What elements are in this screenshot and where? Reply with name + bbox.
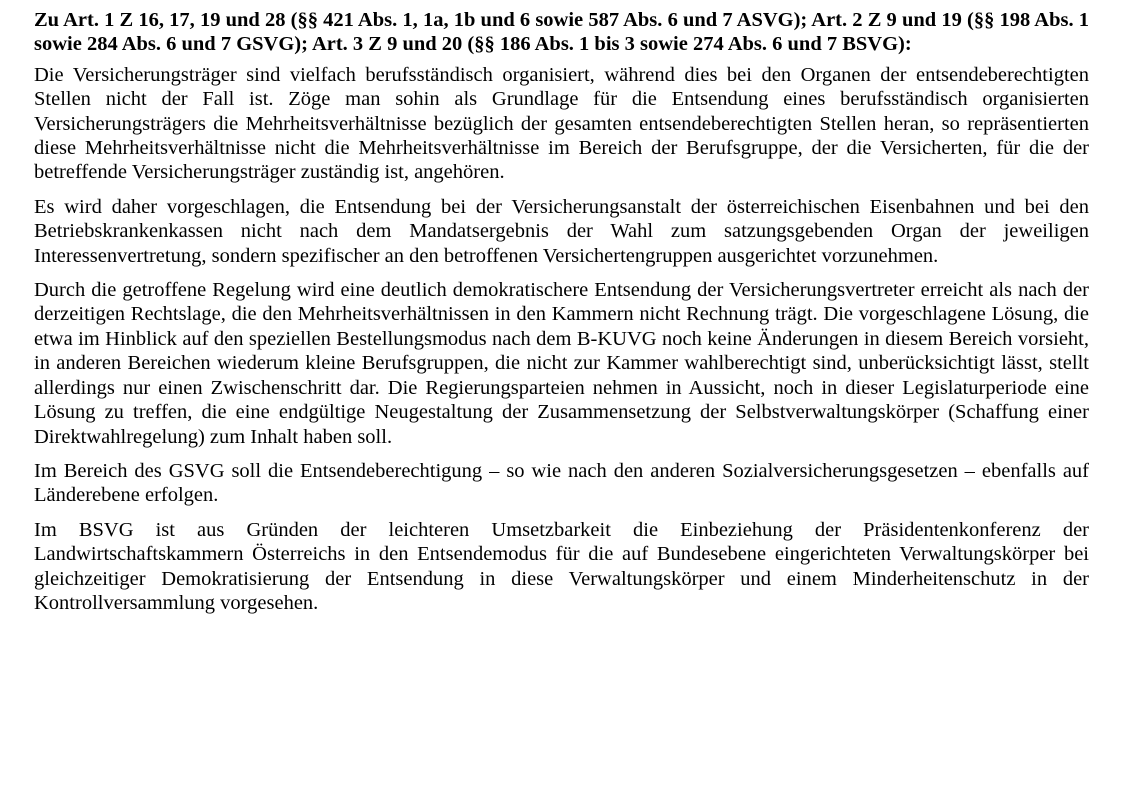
paragraph-4: Im Bereich des GSVG soll die Entsendeberechtigung – so wie nach den anderen Sozialversicherungsgesetzen – ebenfalls auf Länderebene erfolgen. <box>34 459 1089 507</box>
section-heading: Zu Art. 1 Z 16, 17, 19 und 28 (§§ 421 Abs. 1, 1a, 1b und 6 sowie 587 Abs. 6 und 7 ASVG); Art. 2 Z 9 und 19 (§§ 198 Abs. 1 sowie 284 Abs. 6 und 7 GSVG); Art. 3 Z 9 und 20 (§§ 186 Abs. 1 bis 3 sowie 274 Abs. 6 und 7 BSVG): <box>34 9 1089 56</box>
paragraph-2: Es wird daher vorgeschlagen, die Entsendung bei der Versicherungsanstalt der österreichischen Eisenbahnen und bei den Betriebskrankenkassen nicht nach dem Mandatsergebnis der Wahl zum satzungsgebenden Organ der jeweiligen Interessenvertretung, sondern spezifischer an den betroffenen Versichertengruppen ausgerichtet vorzunehmen. <box>34 195 1089 267</box>
paragraph-3: Durch die getroffene Regelung wird eine deutlich demokratischere Entsendung der Versicherungsvertreter erreicht als nach der derzeitigen Rechtslage, die den Mehrheitsverhältnissen in den Kammern nicht Rechnung trägt. Die vorgeschlagene Lösung, die etwa im Hinblick auf den speziellen Bestellungsmodus nach dem B-KUVG noch keine Änderungen in diesem Bereich vorsieht, in anderen Bereichen wiederum kleine Berufsgruppen, die nicht zur Kammer wahlberechtigt sind, unberücksichtigt lässt, stellt allerdings nur einen Zwischenschritt dar. Die Regierungsparteien nehmen in Aussicht, noch in dieser Legislaturperiode eine Lösung zu treffen, die eine endgültige Neugestaltung der Zusammensetzung der Selbstverwaltungskörper (Schaffung einer Direktwahlregelung) zum Inhalt haben soll. <box>34 279 1089 448</box>
paragraph-1: Die Versicherungsträger sind vielfach berufsständisch organisiert, während dies bei den Organen der entsendeberechtigten Stellen nicht der Fall ist. Zöge man sohin als Grundlage für die Entsendung eines berufsständisch organisierten Versicherungsträgers die Mehrheitsverhältnisse bezüglich der gesamten entsendeberechtigten Stellen heran, so repräsentierten diese Mehrheitsverhältnisse nicht die Mehrheitsverhältnisse im Bereich der Berufsgruppe, der die Versicherten, für die der betreffende Versicherungsträger zuständig ist, angehören. <box>34 63 1089 184</box>
paragraph-5: Im BSVG ist aus Gründen der leichteren Umsetzbarkeit die Einbeziehung der Präsidentenkonferenz der Landwirtschaftskammern Österreichs in den Entsendemodus für die auf Bundesebene eingerichteten Verwaltungskörper bei gleichzeitiger Demokratisierung der Entsendung in diese Verwaltungskörper und einem Minderheitenschutz in der Kontrollversammlung vorgesehen. <box>34 518 1089 614</box>
document-page <box>34 8 1089 615</box>
